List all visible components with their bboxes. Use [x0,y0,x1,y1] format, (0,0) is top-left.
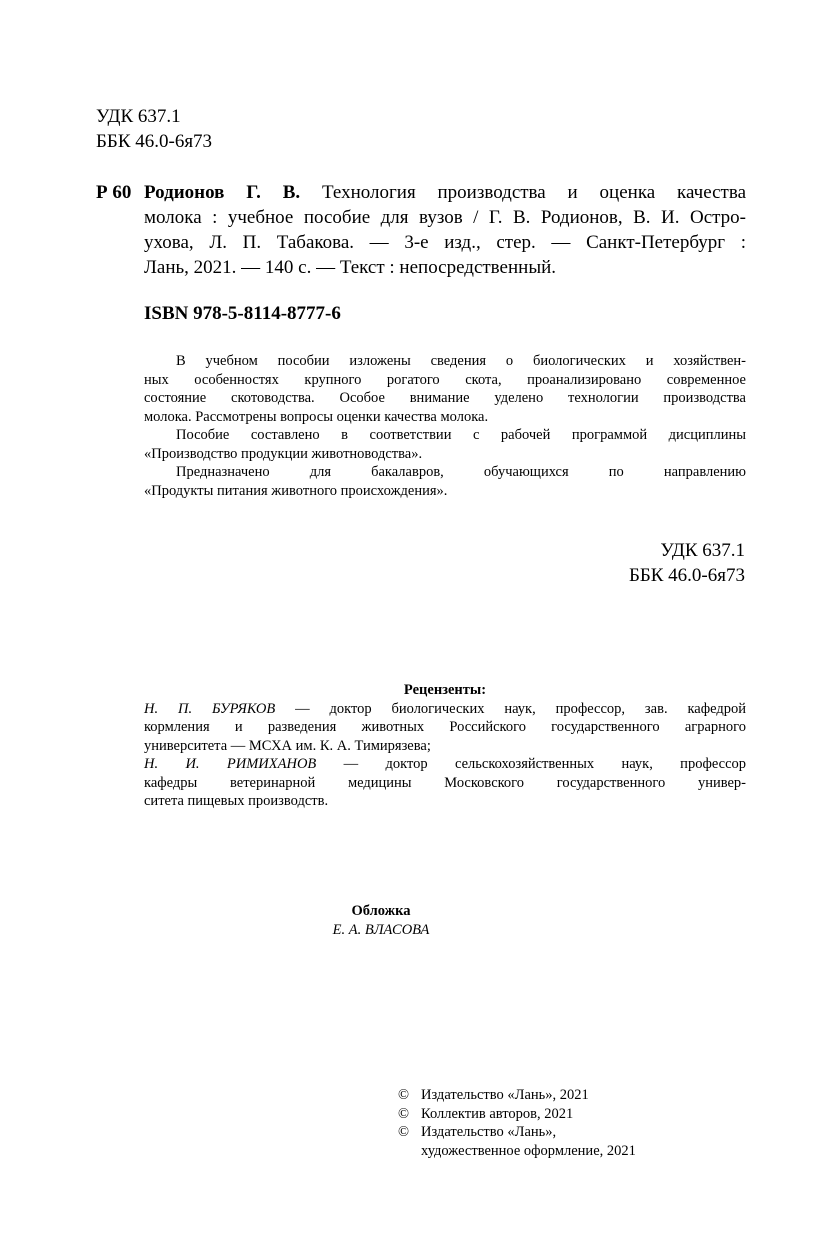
abstract-line: В учебном пособии изложены сведения о биологических и хозяйствен- [176,353,746,369]
cover-designer: Е. А. ВЛАСОВА [332,921,430,938]
isbn: ISBN 978-5-8114-8777-6 [144,303,341,324]
abstract-line: ных особенностях крупного рогатого скота, проанализировано современное [144,371,746,388]
udk-code: УДК 637.1 [660,540,745,561]
copyright-symbol: © [398,1105,410,1122]
classification-bottom [629,538,745,588]
abstract-line: Пособие составлено в соответствии с рабочей программой дисциплины [176,427,746,443]
reviewer-name: Н. И. РИМИХАНОВ [144,756,317,772]
bibliographic-record [144,180,746,280]
copyright-line: © Коллектив авторов, 2021 [398,1105,574,1122]
author-heading: Родионов Г. В. [144,182,301,203]
reviewer-line: ситета пищевых производств. [144,793,329,809]
bbk-code: ББК 46.0-6я73 [628,565,745,586]
reviewer-line: кормления и разведения животных Российского государственного аграрного [144,719,746,735]
author-index-code: Р 60 [96,182,132,203]
reviewers [144,681,746,811]
abstract-line: «Продукты питания животного происхождения». [144,482,448,499]
reviewers-heading: Рецензенты: [403,682,487,698]
abstract [144,352,746,500]
biblio-line: Лань, 2021. — 140 с. — Текст : непосредственный. [144,257,556,278]
abstract-line: состояние скотоводства. Особое внимание уделено технологии производства [144,390,746,406]
abstract-line: «Производство продукции животноводства». [144,445,423,462]
abstract-line: молока. Рассмотрены вопросы оценки качества молока. [144,408,489,425]
copyright-symbol: © [398,1124,410,1140]
reviewer-line: кафедры ветеринарной медицины Московского государственного универ- [144,774,746,791]
biblio-line: молока : учебное пособие для вузов / Г. В. Родионов, В. И. Остро- [144,207,746,228]
classification-top [96,104,212,154]
copyright-line: © Издательство «Лань», 2021 [398,1087,589,1103]
biblio-line: Родионов Г. В. Технология производства и оценка качества [144,182,747,203]
copyright-symbol: © [398,1087,410,1103]
cover-label: Обложка [351,903,411,919]
reviewer-line: университета — МСХА им. К. А. Тимирязева; [144,737,431,754]
biblio-line: ухова, Л. П. Табакова. — 3-е изд., стер. — Санкт-Петербург : [144,232,746,253]
abstract-line: Предназначено для бакалавров, обучающихся по направлению [176,464,746,480]
reviewer-name: Н. П. БУРЯКОВ [144,700,276,717]
reviewer-line: Н. И. РИМИХАНОВ — доктор сельскохозяйственных наук, профессор [144,756,747,772]
copyright-block [398,1086,636,1160]
udk-code: УДК 637.1 [96,106,181,127]
reviewer-line: Н. П. БУРЯКОВ — доктор биологических наук, профессор, зав. кафедрой [144,700,746,717]
cover-credit [144,902,618,939]
copyright-line: © Издательство «Лань», художественное оформление, 2021 [398,1124,636,1159]
bbk-code: ББК 46.0-6я73 [96,131,213,152]
